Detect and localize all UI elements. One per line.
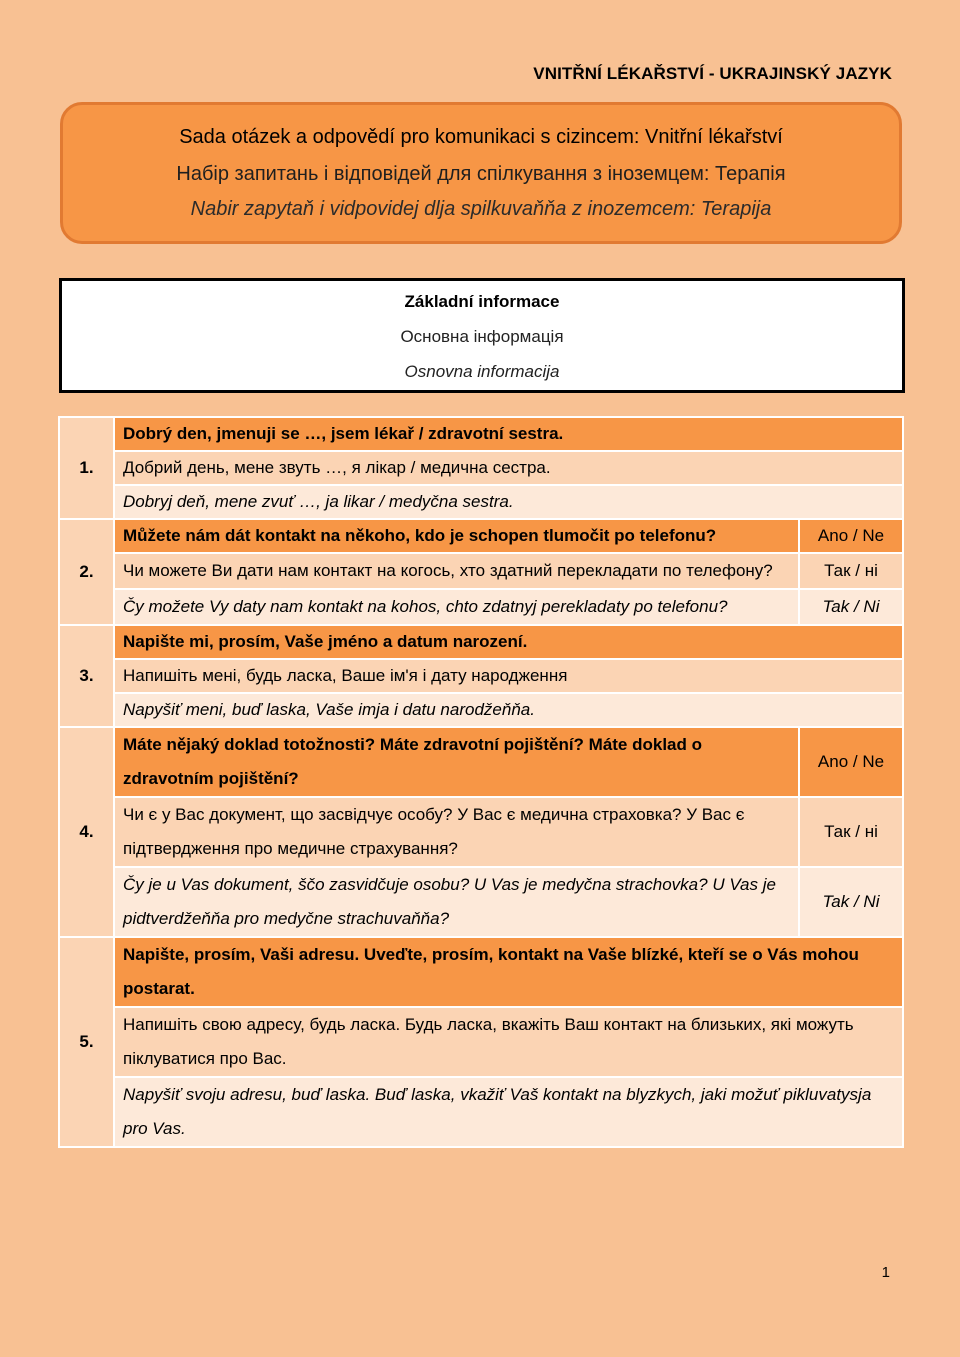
question-number: 2. [59,519,114,625]
title-czech: Sada otázek a odpovědí pro komunikaci s cizincem: Vnitřní lékařství [179,126,783,148]
answer-options-czech: Ano / Ne [799,727,903,797]
question-czech: Napište, prosím, Vaši adresu. Uveďte, prosím, kontakt na Vaše blízké, kteří se o Vás mohou postarat. [114,937,903,1007]
question-row-transliteration [59,485,903,519]
title-transliteration: Nabir zapytaň i vidpovidej dlja spilkuvaňňa z inozemcem: Terapija [190,198,772,220]
question-row-ukrainian [59,1007,903,1077]
question-number: 5. [59,937,114,1147]
document-header: VNITŘNÍ LÉKAŘSTVÍ - UKRAJINSKÝ JAZYK [533,64,892,83]
question-row-czech [59,625,903,659]
page-number: 1 [881,1264,890,1281]
question-row-transliteration [59,867,903,937]
question-ukrainian: Напишіть свою адресу, будь ласка. Будь ласка, вкажіть Ваш контакт на близьких, які можуть піклуватися про Вас. [114,1007,903,1077]
answer-options-transliteration: Tak / Ni [799,867,903,937]
answer-options-transliteration: Tak / Ni [799,589,903,625]
question-table [58,416,904,1148]
question-row-czech [59,937,903,1007]
answer-options-ukrainian: Так / ні [799,797,903,867]
question-transliteration: Napyšiť svoju adresu, buď laska. Buď laska, vkažiť Vaš kontakt na blyzkych, jaki možuť pikluvatysja pro Vas. [114,1077,903,1147]
question-transliteration: Čy je u Vas dokument, ščo zasvidčuje osobu? U Vas je medyčna strachovka? U Vas je pidtverdžeňňa pro medyčne strachuvaňňa? [114,867,799,937]
section-heading-ukrainian: Основна інформація [400,327,564,346]
question-number: 1. [59,417,114,519]
question-row-transliteration [59,1077,903,1147]
question-row-czech [59,417,903,451]
title-box [60,102,902,244]
question-row-czech [59,727,903,797]
question-czech: Máte nějaký doklad totožnosti? Máte zdravotní pojištění? Máte doklad o zdravotním pojištění? [114,727,799,797]
question-row-ukrainian [59,659,903,693]
question-row-czech [59,519,903,553]
question-number: 4. [59,727,114,937]
section-heading-czech: Základní informace [404,292,560,311]
question-transliteration: Dobryj deň, mene zvuť …, ja likar / medyčna sestra. [114,485,903,519]
question-row-ukrainian [59,553,903,589]
question-ukrainian: Чи можете Ви дати нам контакт на когось, хто здатний перекладати по телефону? [114,553,799,589]
question-czech: Můžete nám dát kontakt na někoho, kdo je schopen tlumočit po telefonu? [114,519,799,553]
title-ukrainian: Набір запитань і відповідей для спілкування з іноземцем: Терапія [176,163,786,185]
question-row-transliteration [59,693,903,727]
question-czech: Napište mi, prosím, Vaše jméno a datum narození. [114,625,903,659]
section-heading-transliteration: Osnovna informacija [404,362,560,381]
answer-options-czech: Ano / Ne [799,519,903,553]
question-row-ukrainian [59,451,903,485]
question-row-ukrainian [59,797,903,867]
answer-options-ukrainian: Так / ні [799,553,903,589]
question-row-transliteration [59,589,903,625]
question-ukrainian: Добрий день, мене звуть …, я лікар / медична сестра. [114,451,903,485]
question-ukrainian: Напишіть мені, будь ласка, Ваше ім'я і дату народження [114,659,903,693]
section-heading-box [59,278,905,393]
question-ukrainian: Чи є у Вас документ, що засвідчує особу? У Вас є медична страховка? У Вас є підтвердження про медичне страхування? [114,797,799,867]
question-number: 3. [59,625,114,727]
question-transliteration: Čy možete Vy daty nam kontakt na kohos, chto zdatnyj perekladaty po telefonu? [114,589,799,625]
question-czech: Dobrý den, jmenuji se …, jsem lékař / zdravotní sestra. [114,417,903,451]
question-transliteration: Napyšiť meni, buď laska, Vaše imja i datu narodžeňňa. [114,693,903,727]
